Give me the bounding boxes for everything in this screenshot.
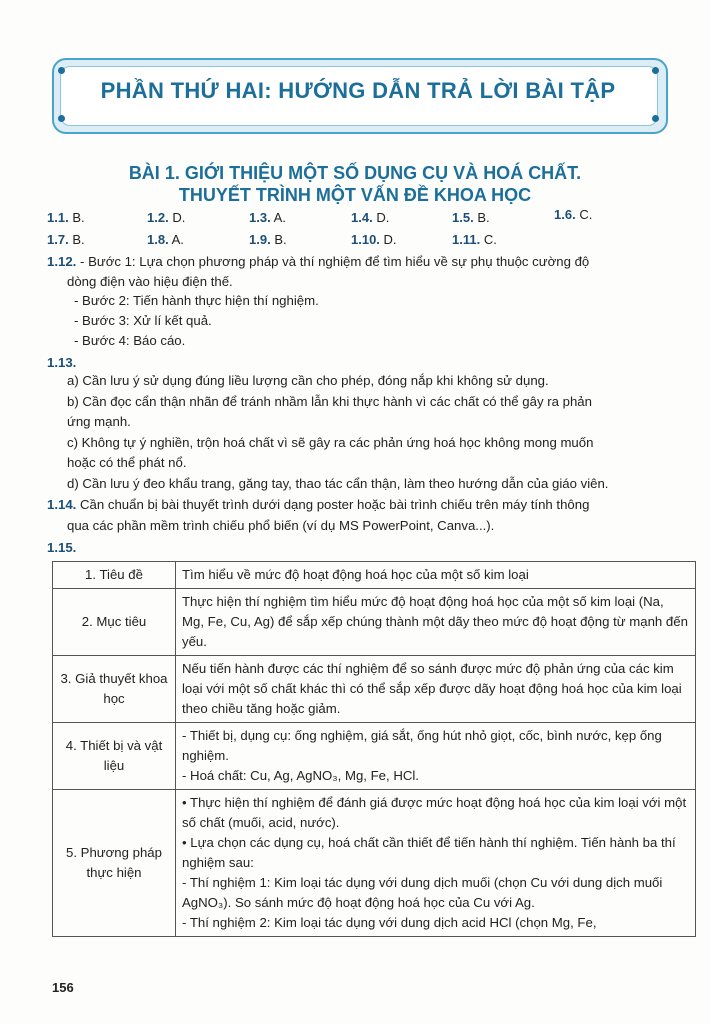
banner-dot-icon [652, 115, 659, 122]
answer-item: 1.9. B. [249, 232, 287, 247]
part-title: PHẦN THỨ HAI: HƯỚNG DẪN TRẢ LỜI BÀI TẬP [100, 78, 616, 103]
q114-cont: qua các phần mềm trình chiếu phổ biến (ví dụ MS PowerPoint, Canva...). [67, 518, 495, 533]
q113-c: c) Không tự ý nghiền, trộn hoá chất vì sẽ gây ra các phản ứng hoá học không mong muốn [67, 435, 594, 450]
page-number: 156 [52, 980, 74, 995]
answer-item: 1.1. B. [47, 210, 85, 225]
answer-item: 1.7. B. [47, 232, 85, 247]
answer-item: 1.2. D. [147, 210, 186, 225]
question-1-12: 1.12. - Bước 1: Lựa chọn phương pháp và thí nghiệm để tìm hiểu về sự phụ thuộc cường độ [47, 254, 590, 269]
q113-b-cont: ứng mạnh. [67, 414, 131, 429]
q113-b: b) Cần đọc cẩn thận nhãn để tránh nhầm lẫn khi thực hành vì các chất có thể gây ra phản [67, 394, 592, 409]
q113-c-cont: hoặc có thể phát nổ. [67, 455, 187, 470]
question-1-13: 1.13. [47, 355, 77, 370]
lesson-title-line-2: THUYẾT TRÌNH MỘT VẤN ĐỀ KHOA HỌC [178, 185, 532, 205]
answer-item: 1.4. D. [351, 210, 390, 225]
row-body [176, 790, 696, 937]
method-bullet: • Thực hiện thí nghiệm để đánh giá được mức hoạt động hoá học của kim loại với một số chất (muối, acid, nước). [182, 795, 687, 830]
method-bullet: • Lựa chọn các dụng cụ, hoá chất cần thiết để tiến hành thí nghiệm. Tiến hành ba thí nghiệm sau: [182, 835, 676, 870]
row-body: Nếu tiến hành được các thí nghiệm để so sánh được mức độ phản ứng của các kim loại với một số chất khác thì có thể sắp xếp được dãy hoạt động hoá học của kim loại theo chiều tăng hoặc giảm. [176, 656, 696, 723]
q112-step-3: - Bước 3: Xử lí kết quả. [74, 313, 212, 328]
row-head: 5. Phương pháp thực hiện [53, 790, 176, 937]
row-body: Tìm hiểu về mức độ hoạt động hoá học của một số kim loại [176, 562, 696, 589]
answer-item: 1.11. C. [452, 232, 497, 247]
table-row [53, 562, 696, 589]
q113-d: d) Cần lưu ý đeo khẩu trang, găng tay, thao tác cẩn thận, làm theo hướng dẫn của giáo viên. [67, 476, 609, 491]
banner-dot-icon [652, 67, 659, 74]
experiment-plan-table [52, 561, 696, 937]
answer-item: 1.5. B. [452, 210, 490, 225]
table-row [53, 723, 696, 790]
chemicals-line: - Hoá chất: Cu, Ag, AgNO₃, Mg, Fe, HCl. [182, 768, 419, 783]
question-1-14: 1.14. Cần chuẩn bị bài thuyết trình dưới dạng poster hoặc bài trình chiếu trên máy tính thông [47, 497, 590, 512]
row-body: Thực hiện thí nghiệm tìm hiểu mức độ hoạt động hoá học của một số kim loại (Na, Mg, Fe, Cu, Ag) để sắp xếp chúng thành một dãy theo mức độ hoạt động từ mạnh đến yếu. [176, 589, 696, 656]
lesson-title-line-1: BÀI 1. GIỚI THIỆU MỘT SỐ DỤNG CỤ VÀ HOÁ CHẤT. [128, 163, 582, 183]
row-head: 1. Tiêu đề [53, 562, 176, 589]
q113-a: a) Cần lưu ý sử dụng đúng liều lượng cần cho phép, đóng nắp khi không sử dụng. [67, 373, 549, 388]
banner-dot-icon [58, 115, 65, 122]
answer-item: 1.3. A. [249, 210, 286, 225]
table-row [53, 656, 696, 723]
banner-dot-icon [58, 67, 65, 74]
row-body [176, 723, 696, 790]
experiment-1: - Thí nghiệm 1: Kim loại tác dụng với dung dịch muối (chọn Cu với dung dịch muối AgNO₃). So sánh mức độ hoạt động hoá học của Cu với Ag. [182, 875, 663, 910]
row-head: 3. Giả thuyết khoa học [53, 656, 176, 723]
q112-step-4: - Bước 4: Báo cáo. [74, 333, 186, 348]
answer-item: 1.8. A. [147, 232, 184, 247]
q112-line: dòng điện vào hiệu điện thế. [67, 274, 233, 289]
row-head: 2. Mục tiêu [53, 589, 176, 656]
row-head: 4. Thiết bị và vật liệu [53, 723, 176, 790]
equipment-line: - Thiết bị, dụng cụ: ống nghiệm, giá sắt, ống hút nhỏ giọt, cốc, bình nước, kẹp ống nghiệm. [182, 728, 662, 763]
part-banner [52, 58, 668, 134]
table-row [53, 589, 696, 656]
table-row [53, 790, 696, 937]
answer-item: 1.10. D. [351, 232, 397, 247]
answer-item: 1.6. C. [554, 207, 593, 222]
q112-step-2: - Bước 2: Tiến hành thực hiện thí nghiệm. [74, 293, 319, 308]
question-1-15: 1.15. [47, 540, 77, 555]
experiment-2: - Thí nghiệm 2: Kim loại tác dụng với dung dịch acid HCl (chọn Mg, Fe, [182, 915, 597, 930]
